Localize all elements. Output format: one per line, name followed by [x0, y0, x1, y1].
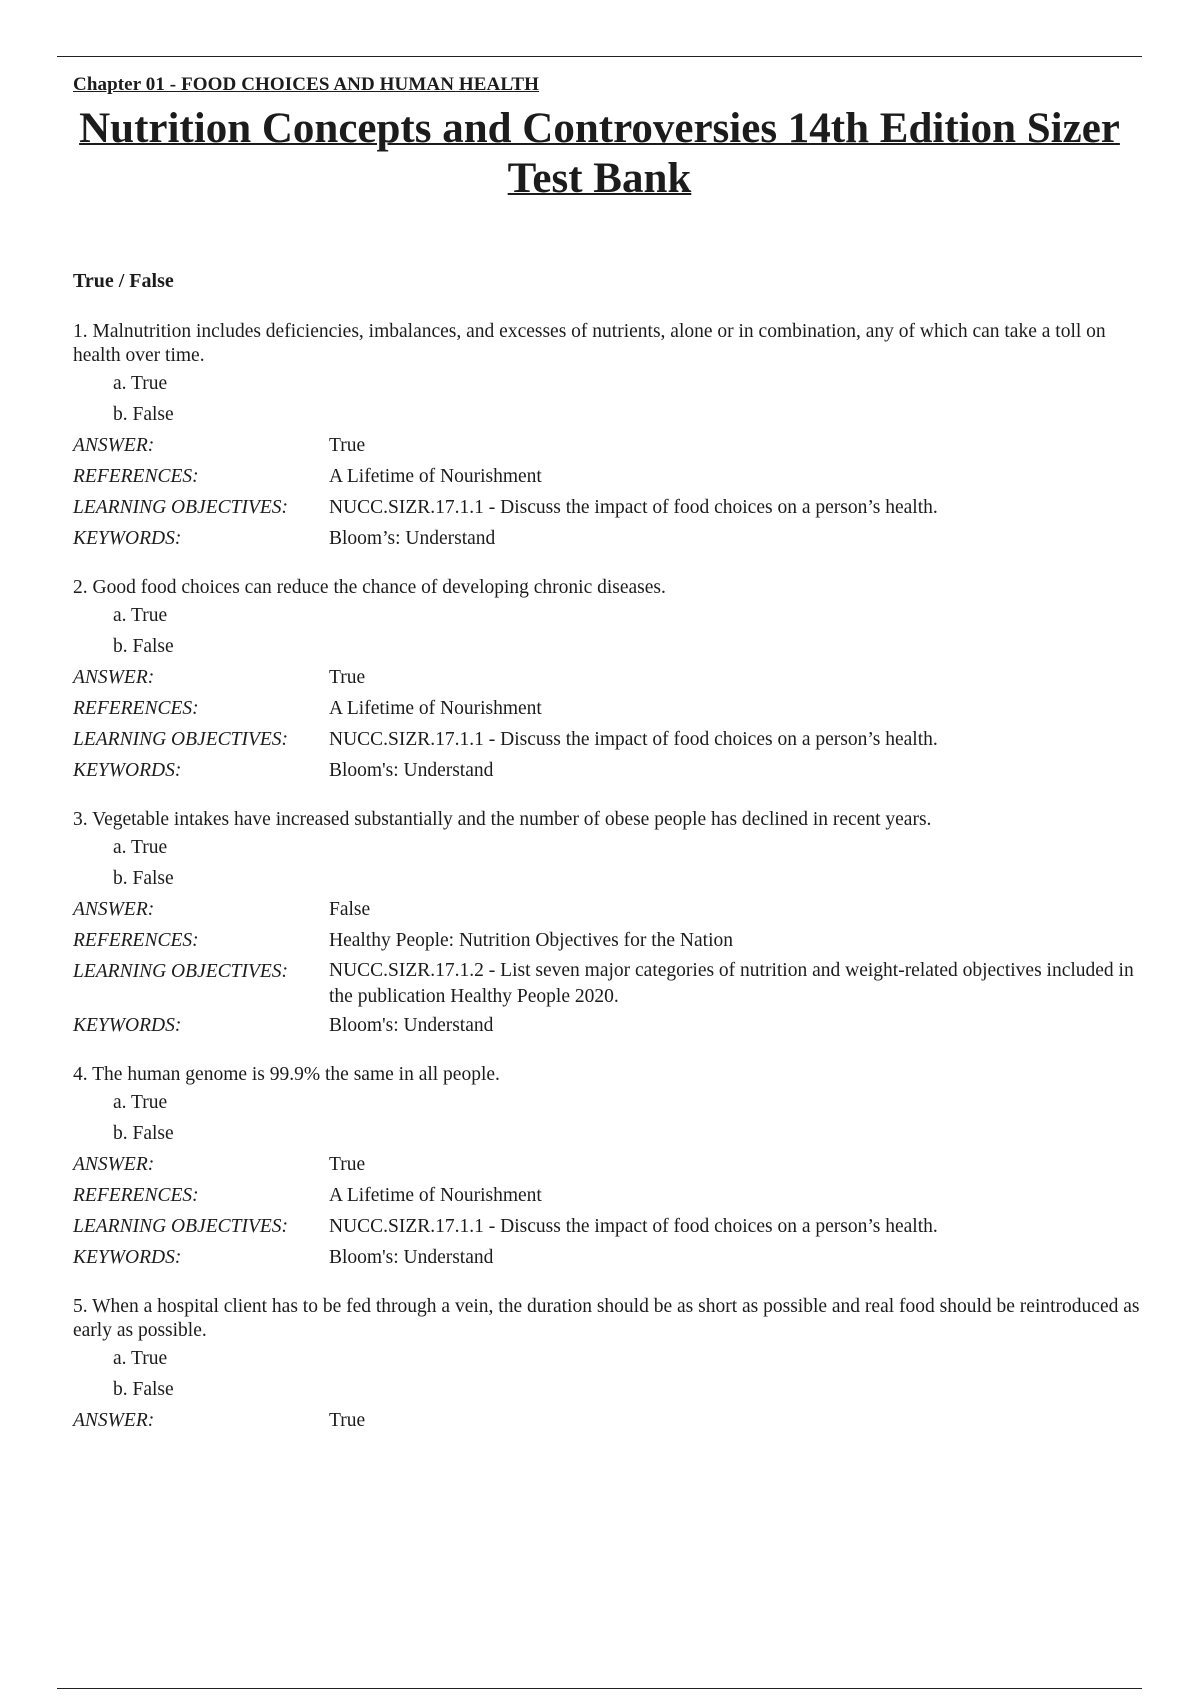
- question-4: [73, 1063, 1143, 1273]
- learning-objectives-row: [73, 724, 1143, 755]
- answer-row: [73, 894, 1143, 925]
- keywords-label: KEYWORDS:: [73, 1247, 182, 1268]
- keywords-row: [73, 755, 1143, 786]
- keywords-value: Bloom's: Understand: [329, 760, 494, 781]
- learning-objectives-label: LEARNING OBJECTIVES:: [73, 497, 289, 518]
- keywords-label: KEYWORDS:: [73, 528, 182, 549]
- question-5: [73, 1295, 1143, 1436]
- top-rule: [57, 56, 1142, 57]
- references-row: [73, 925, 1143, 956]
- option-false: b. False: [113, 636, 174, 657]
- keywords-label: KEYWORDS:: [73, 1015, 182, 1036]
- keywords-value: Bloom's: Understand: [329, 1247, 494, 1268]
- keywords-value: Bloom's: Understand: [329, 1015, 494, 1036]
- question-1: [73, 320, 1143, 554]
- references-value: Healthy People: Nutrition Objectives for the Nation: [329, 930, 733, 951]
- learning-objectives-value: NUCC.SIZR.17.1.1 - Discuss the impact of food choices on a person’s health.: [329, 497, 938, 518]
- answer-label: ANSWER:: [73, 667, 155, 688]
- section-title: True / False: [73, 270, 174, 292]
- references-label: REFERENCES:: [73, 930, 199, 951]
- references-value: A Lifetime of Nourishment: [329, 466, 542, 487]
- option-false: b. False: [113, 1123, 174, 1144]
- answer-label: ANSWER:: [73, 1154, 155, 1175]
- keywords-row: [73, 523, 1143, 554]
- keywords-value: Bloom’s: Understand: [329, 528, 496, 549]
- references-row: [73, 461, 1143, 492]
- question-3: [73, 808, 1143, 1041]
- title-line-2: Test Bank: [507, 155, 692, 202]
- learning-objectives-value: NUCC.SIZR.17.1.2 - List seven major categories of nutrition and weight-related objectives included in the publication Healthy People 2020.: [329, 960, 1134, 1007]
- keywords-label: KEYWORDS:: [73, 760, 182, 781]
- question-text: 1. Malnutrition includes deficiencies, imbalances, and excesses of nutrients, alone or in combination, any of which can take a toll on health over time.: [73, 321, 1106, 366]
- references-row: [73, 1180, 1143, 1211]
- answer-row: [73, 430, 1143, 461]
- question-text: 5. When a hospital client has to be fed through a vein, the duration should be as short as possible and real food should be reintroduced as early as possible.: [73, 1296, 1140, 1341]
- question-list: [73, 320, 1143, 1458]
- answer-value: True: [329, 667, 366, 688]
- option-true: a. True: [113, 605, 168, 626]
- option-true: a. True: [113, 373, 168, 394]
- learning-objectives-label: LEARNING OBJECTIVES:: [73, 961, 289, 982]
- learning-objectives-value: NUCC.SIZR.17.1.1 - Discuss the impact of food choices on a person’s health.: [329, 1216, 938, 1237]
- option-true: a. True: [113, 1348, 168, 1369]
- answer-row: [73, 662, 1143, 693]
- option-false: b. False: [113, 868, 174, 889]
- option-true: a. True: [113, 837, 168, 858]
- answer-row: [73, 1405, 1143, 1436]
- references-value: A Lifetime of Nourishment: [329, 1185, 542, 1206]
- learning-objectives-value: NUCC.SIZR.17.1.1 - Discuss the impact of food choices on a person’s health.: [329, 729, 938, 750]
- keywords-row: [73, 1242, 1143, 1273]
- question-text: 3. Vegetable intakes have increased substantially and the number of obese people has declined in recent years.: [73, 809, 932, 830]
- learning-objectives-row: [73, 1211, 1143, 1242]
- option-false: b. False: [113, 404, 174, 425]
- keywords-row: [73, 1010, 1143, 1041]
- chapter-heading: Chapter 01 - FOOD CHOICES AND HUMAN HEALTH: [73, 74, 540, 95]
- answer-label: ANSWER:: [73, 1410, 155, 1431]
- question-2: [73, 576, 1143, 786]
- references-label: REFERENCES:: [73, 1185, 199, 1206]
- references-value: A Lifetime of Nourishment: [329, 698, 542, 719]
- bottom-rule: [57, 1688, 1142, 1689]
- learning-objectives-label: LEARNING OBJECTIVES:: [73, 1216, 289, 1237]
- answer-label: ANSWER:: [73, 435, 155, 456]
- references-label: REFERENCES:: [73, 698, 199, 719]
- answer-row: [73, 1149, 1143, 1180]
- answer-value: False: [329, 899, 371, 920]
- title-line-1: Nutrition Concepts and Controversies 14th Edition Sizer: [79, 105, 1120, 152]
- learning-objectives-row: [73, 492, 1143, 523]
- learning-objectives-label: LEARNING OBJECTIVES:: [73, 729, 289, 750]
- answer-value: True: [329, 1154, 366, 1175]
- learning-objectives-row: [73, 956, 1143, 1010]
- question-text: 4. The human genome is 99.9% the same in all people.: [73, 1064, 500, 1085]
- references-label: REFERENCES:: [73, 466, 199, 487]
- references-row: [73, 693, 1143, 724]
- answer-label: ANSWER:: [73, 899, 155, 920]
- answer-value: True: [329, 1410, 366, 1431]
- option-true: a. True: [113, 1092, 168, 1113]
- answer-value: True: [329, 435, 366, 456]
- option-false: b. False: [113, 1379, 174, 1400]
- question-text: 2. Good food choices can reduce the chance of developing chronic diseases.: [73, 577, 666, 598]
- document-title: [57, 104, 1142, 204]
